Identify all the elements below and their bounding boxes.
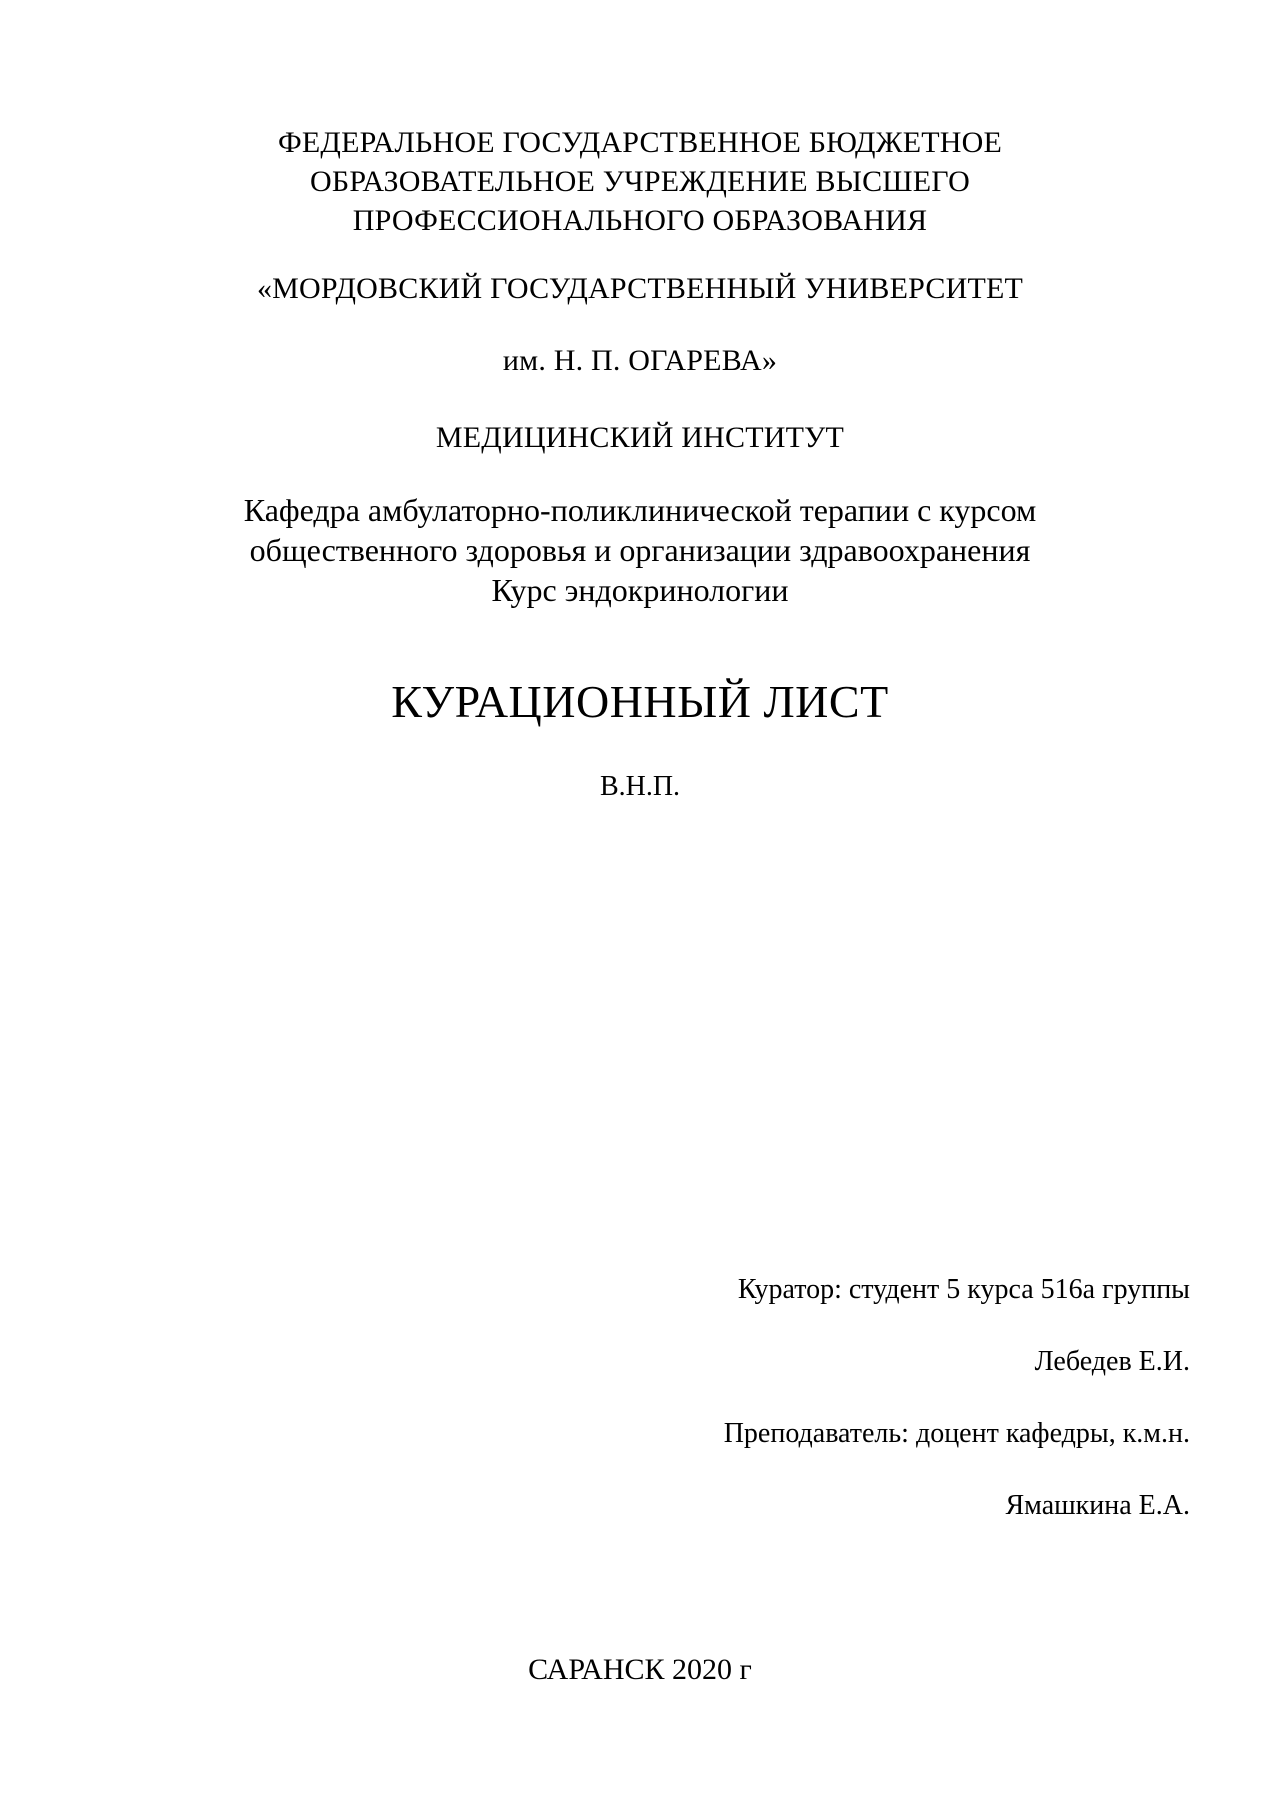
department-line-2: общественного здоровья и организации здравоохранения <box>249 532 1031 568</box>
city-year-footer: САРАНСК 2020 г <box>528 1653 752 1686</box>
patient-initials: В.Н.П. <box>599 771 681 802</box>
curator-label: Куратор: студент 5 курса 516а группы <box>737 1274 1190 1305</box>
header-line-2: ОБРАЗОВАТЕЛЬНОЕ УЧРЕЖДЕНИЕ ВЫСШЕГО <box>310 165 970 198</box>
teacher-label: Преподаватель: доцент кафедры, к.м.н. <box>723 1418 1190 1449</box>
course-name: Курс эндокринологии <box>491 572 789 608</box>
university-name: «МОРДОВСКИЙ ГОСУДАРСТВЕННЫЙ УНИВЕРСИТЕТ <box>256 272 1024 305</box>
page-title: КУРАЦИОННЫЙ ЛИСТ <box>391 676 889 727</box>
header-line-1: ФЕДЕРАЛЬНОЕ ГОСУДАРСТВЕННОЕ БЮДЖЕТНОЕ <box>277 126 1003 159</box>
institute-name: МЕДИЦИНСКИЙ ИНСТИТУТ <box>435 421 845 454</box>
curator-name: Лебедев Е.И. <box>1034 1346 1190 1377</box>
header-line-3: ПРОФЕССИОНАЛЬНОГО ОБРАЗОВАНИЯ <box>352 204 928 237</box>
university-named-after: им. Н. П. ОГАРЕВА» <box>502 344 778 377</box>
department-line-1: Кафедра амбулаторно-поликлинической терапии с курсом <box>243 492 1037 528</box>
teacher-name: Ямашкина Е.А. <box>1005 1490 1190 1521</box>
